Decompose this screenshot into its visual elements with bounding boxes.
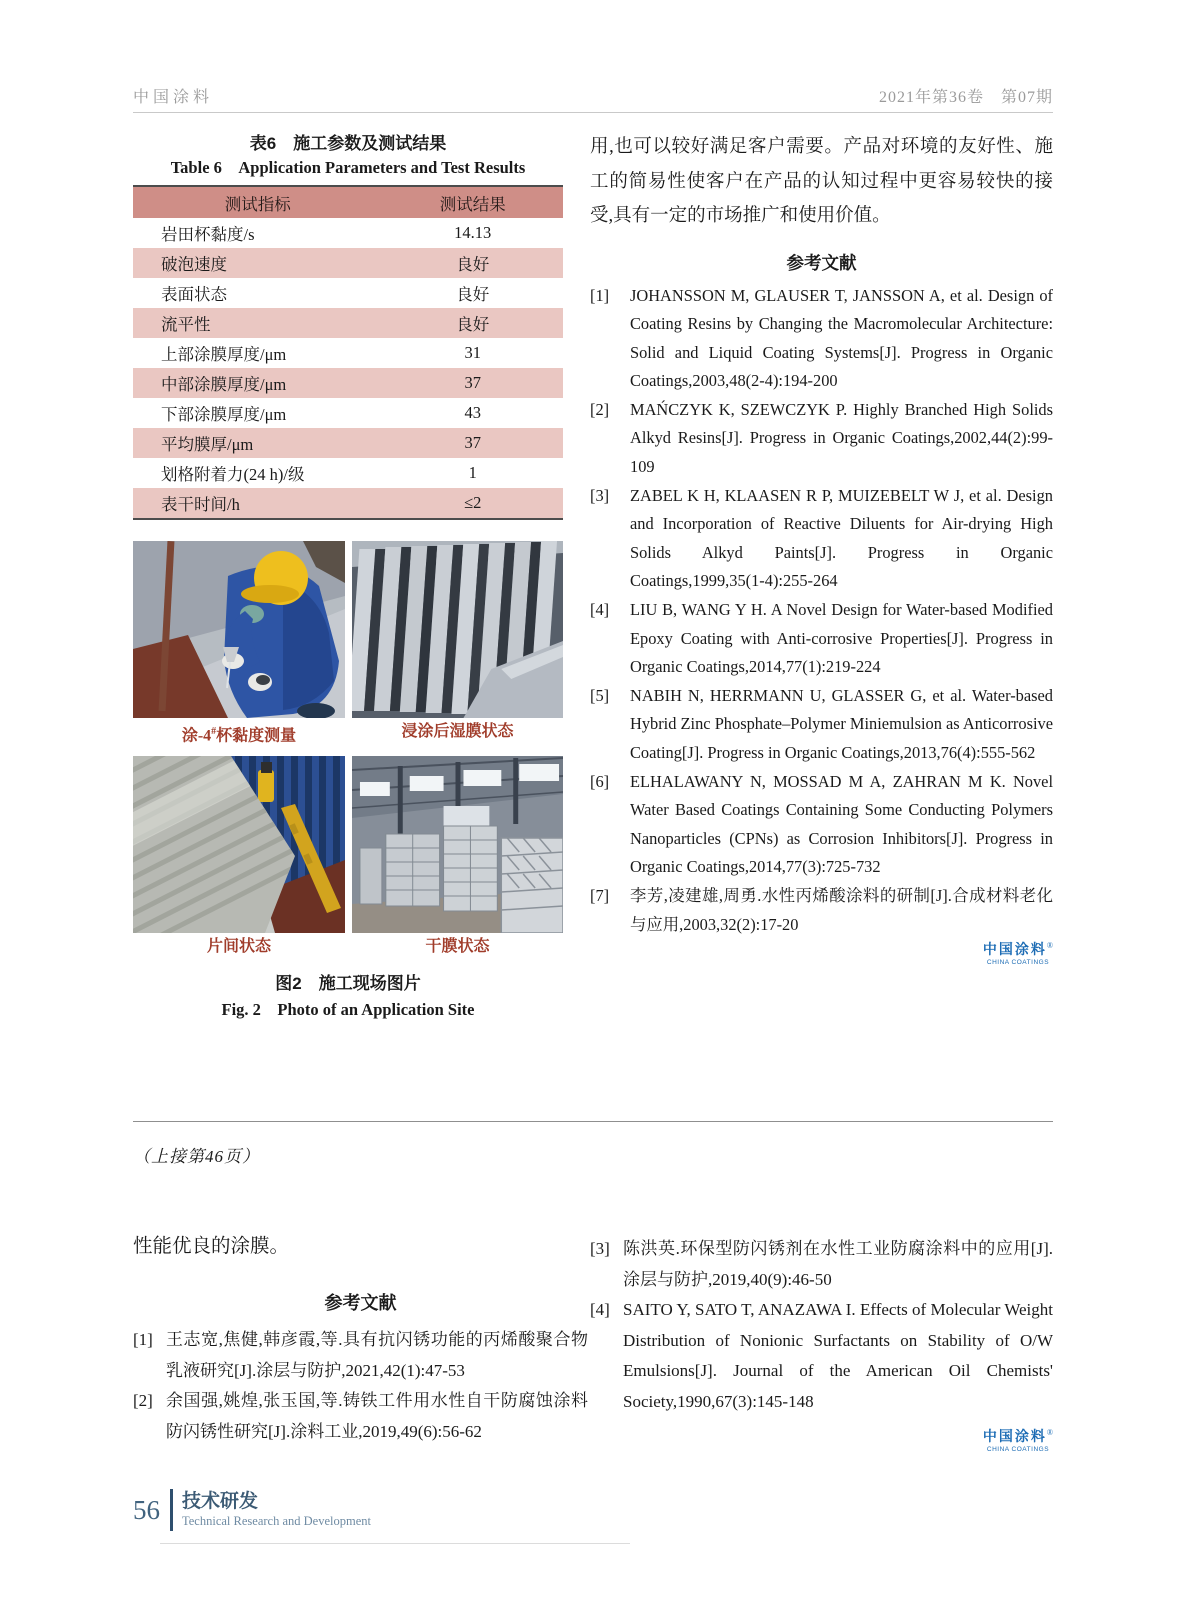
photo-cell <box>133 541 345 750</box>
photo-caption-gap <box>133 933 345 961</box>
section-name-en: Technical Research and Development <box>182 1513 371 1528</box>
cell-indicator: 上部涂膜厚度/μm <box>161 345 287 364</box>
col-header-indicator: 测试指标 <box>133 186 382 218</box>
logo-text-zh: 中国涂料 <box>982 941 1047 958</box>
cell-result: 1 <box>468 463 477 482</box>
reference-item <box>590 682 1053 768</box>
cell-indicator: 表干时间/h <box>161 495 240 514</box>
logo-text-en: CHINA COATINGS <box>986 959 1050 967</box>
section-name-zh: 技术研发 <box>182 1490 259 1512</box>
table-row <box>133 338 563 368</box>
cell-result: 14.13 <box>454 223 492 242</box>
figure2-photo-grid <box>133 541 563 961</box>
table-row <box>133 278 563 308</box>
continued-right-references <box>590 1234 1053 1417</box>
reference-text: 王志宽,焦健,韩彦霞,等.具有抗闪锈功能的丙烯酸聚合物乳液研究[J].涂层与防护,2021,42(1):47-53 <box>166 1330 588 1380</box>
table-row <box>133 218 563 248</box>
references-list <box>590 282 1053 940</box>
reference-text: 李芳,凌建雄,周勇.水性丙烯酸涂料的研制[J].合成材料老化与应用,2003,32(2):17-20 <box>630 885 1053 934</box>
reference-number: [7] <box>590 885 610 905</box>
reference-item <box>590 596 1053 682</box>
photo-cell <box>352 756 563 961</box>
cell-result: 良好 <box>456 255 490 274</box>
caption-text: 浸涂后湿膜状态 <box>401 723 514 740</box>
cell-result: 良好 <box>456 315 490 334</box>
cell-indicator: 平均膜厚/μm <box>161 435 254 454</box>
left-column <box>133 132 563 1023</box>
journal-name: 中国涂料 <box>133 89 214 106</box>
caption-superscript: # <box>211 726 217 737</box>
reference-number: [6] <box>590 771 610 791</box>
reference-text: NABIH N, HERRMANN U, GLASSER G, et al. Water-based Hybrid Zinc Phosphate–Polymer Miniemulsion as Anticorrosive Coating[J]. Progress in Organic Coatings,2013,76(4):555-562 <box>630 685 1053 762</box>
col-header-result: 测试结果 <box>382 186 563 218</box>
photo-cup-viscosity-measurement <box>133 541 345 718</box>
continued-left-column <box>133 1232 588 1447</box>
photo-caption-cup <box>133 718 345 750</box>
cell-result: ≤2 <box>464 493 482 512</box>
cell-result: 37 <box>464 373 481 392</box>
photo-dry-film-state <box>352 756 563 933</box>
cell-indicator: 中部涂膜厚度/μm <box>161 375 287 394</box>
table6-title-zh: 表6 施工参数及测试结果 <box>249 134 447 153</box>
reference-text: JOHANSSON M, GLAUSER T, JANSSON A, et al. Design of Coating Resins by Changing the Macromolecular Architecture: Solid and Liquid Coating Systems[J]. Progress in Organic Coatings,2003,48(2-4):194-200 <box>630 285 1053 391</box>
table-row <box>133 248 563 278</box>
continued-lead-text: 性能优良的涂膜。 <box>133 1236 290 1257</box>
reference-text: 陈洪英.环保型防闪锈剂在水性工业防腐涂料中的应用[J].涂层与防护,2019,40(9):46-50 <box>623 1239 1053 1289</box>
cell-result: 良好 <box>456 285 490 304</box>
continued-left-references <box>133 1325 588 1447</box>
caption-text: 片间状态 <box>206 938 271 956</box>
table-row <box>133 308 563 338</box>
reference-number: [4] <box>590 600 610 620</box>
logo-registered-mark: ® <box>1046 941 1053 951</box>
table-row <box>133 398 563 428</box>
cell-result: 43 <box>464 403 481 422</box>
application-parameters-table <box>133 185 563 520</box>
table-row <box>133 368 563 398</box>
china-coatings-logo <box>590 942 1053 969</box>
photo-wet-film-state <box>352 541 563 718</box>
reference-number: [1] <box>133 1330 153 1349</box>
reference-item <box>590 482 1053 596</box>
reference-number: [5] <box>590 685 610 705</box>
fig2-title-en: Fig. 2 Photo of an Application Site <box>221 1000 475 1020</box>
page-footer <box>133 1487 371 1533</box>
reference-item <box>590 1234 1053 1295</box>
cell-indicator: 流平性 <box>161 315 211 334</box>
china-coatings-logo <box>590 1429 1053 1456</box>
photo-cell <box>352 541 563 750</box>
page-number: 56 <box>133 1495 160 1525</box>
table-header-row <box>133 186 563 218</box>
cell-indicator: 岩田杯黏度/s <box>161 225 255 244</box>
logo-text-en: CHINA COATINGS <box>986 1446 1050 1453</box>
reference-text: LIU B, WANG Y H. A Novel Design for Water-based Modified Epoxy Coating with Anti-corrosive Properties[J]. Progress in Organic Coatings,2014,77(1):219-224 <box>630 600 1053 677</box>
cell-indicator: 下部涂膜厚度/μm <box>161 405 287 424</box>
reference-item <box>133 1386 588 1447</box>
reference-item <box>590 768 1053 882</box>
photo-caption-dry <box>352 933 563 961</box>
reference-item <box>133 1325 588 1386</box>
reference-item <box>590 282 1053 396</box>
caption-text: 涂-4 <box>181 727 212 745</box>
photo-cell <box>133 756 345 961</box>
photo-caption-wet <box>352 718 563 746</box>
cell-indicator: 表面状态 <box>161 285 227 304</box>
table-row <box>133 458 563 488</box>
fig2-title-zh: 图2 施工现场图片 <box>275 974 421 994</box>
table-row <box>133 428 563 458</box>
header-rule <box>133 112 1053 113</box>
table6-title-en: Table 6 Application Parameters and Test Results <box>170 158 526 177</box>
logo-registered-mark: ® <box>1046 1428 1053 1437</box>
reference-number: [3] <box>590 1239 610 1258</box>
cell-indicator: 划格附着力(24 h)/级 <box>161 465 305 484</box>
reference-item <box>590 882 1053 939</box>
continued-right-column <box>590 1226 1053 1456</box>
cell-result: 31 <box>464 343 481 362</box>
reference-number: [4] <box>590 1300 610 1319</box>
continued-note: （上接第46页） <box>133 1147 260 1166</box>
footer-underline <box>160 1543 630 1544</box>
reference-item <box>590 1295 1053 1417</box>
table-row <box>133 488 563 519</box>
reference-text: ELHALAWANY N, MOSSAD M A, ZAHRAN M K. Novel Water Based Coatings Containing Some Conducting Polymers Nanoparticles (CPNs) as Corrosion Inhibitors[J]. Progress in Organic Coatings,2014,77(3):725-732 <box>630 771 1053 877</box>
reference-text: 余国强,姚煌,张玉国,等.铸铁工件用水性自干防腐蚀涂料防闪锈性研究[J].涂料工业,2019,49(6):56-62 <box>166 1391 588 1441</box>
reference-text: SAITO Y, SATO T, ANAZAWA I. Effects of Molecular Weight Distribution of Nonionic Surfactants on Stability of O/W Emulsions[J]. Journal of the American Oil Chemists' Society,1990,67(3):145-148 <box>623 1300 1053 1411</box>
page-header <box>133 84 1053 107</box>
reference-text: MAŃCZYK K, SZEWCZYK P. Highly Branched High Solids Alkyd Resins[J]. Progress in Organic Coatings,2002,44(2):99-109 <box>630 399 1053 477</box>
intro-paragraph: 用,也可以较好满足客户需要。产品对环境的友好性、施工的简易性使客户在产品的认知过程中更容易较快的接受,具有一定的市场推广和使用价值。 <box>590 137 1053 226</box>
photo-panel-gap-state <box>133 756 345 933</box>
reference-number: [2] <box>133 1391 153 1410</box>
right-column <box>590 130 1053 969</box>
references-title: 参考文献 <box>786 252 857 273</box>
section-divider <box>133 1121 1053 1122</box>
logo-text-zh: 中国涂料 <box>982 1428 1047 1444</box>
cell-indicator: 破泡速度 <box>161 255 227 274</box>
caption-text: 干膜状态 <box>425 938 490 956</box>
caption-text: 杯黏度测量 <box>216 727 297 745</box>
reference-item <box>590 396 1053 482</box>
reference-text: ZABEL K H, KLAASEN R P, MUIZEBELT W J, et al. Design and Incorporation of Reactive Diluents for Air-drying High Solids Alkyd Paints[J]. Progress in Organic Coatings,1999,35(1-4):255-264 <box>630 485 1053 591</box>
reference-number: [1] <box>590 285 610 305</box>
continued-references-title: 参考文献 <box>324 1293 397 1313</box>
reference-number: [3] <box>590 485 610 505</box>
reference-number: [2] <box>590 399 610 419</box>
cell-result: 37 <box>464 433 481 452</box>
issue-info: 2021年第36卷 第07期 <box>878 89 1053 106</box>
